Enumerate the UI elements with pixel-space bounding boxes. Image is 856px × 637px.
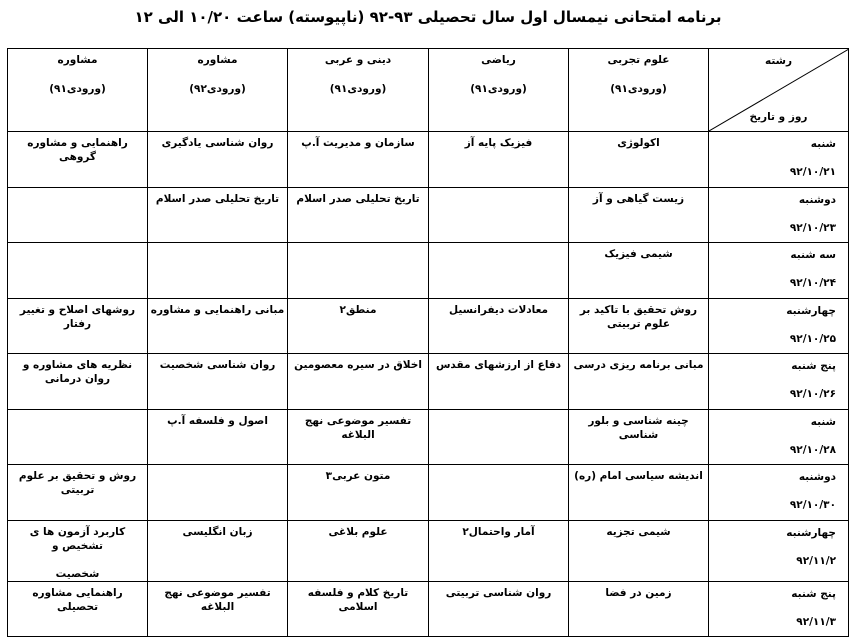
subject-name: روش و تحقیق بر علوم تربیتی [18,470,137,496]
subject-cell [569,581,709,637]
subject-cell [569,132,709,188]
subject-name: اندیشه سیاسی امام (ره) [574,470,703,482]
subject-cell [148,132,288,188]
corner-header-cell [709,49,849,132]
column-name: ریاضی [481,54,516,66]
day-name: دوشنبه [798,193,836,206]
table-row [8,132,849,188]
subject-cell [148,520,288,581]
day-name: پنج شنبه [791,587,836,600]
subject-name: روان شناسی تربیتی [445,586,552,599]
column-name: علوم تجربی [607,54,670,66]
day-name: چهارشنبه [786,304,836,317]
day-date-cell [709,243,849,299]
table-row [8,581,849,637]
subject-name: روش تحقیق با تاکید بر علوم تربیتی [579,303,698,330]
subject-name: کاربرد آزمون ها ی تشخیص و شخصیت [8,521,147,581]
subject-name: تاریخ تحلیلی صدر اسلام [155,192,280,205]
subject-cell [148,243,288,299]
subject-cell [288,581,429,637]
subject-cell [148,354,288,410]
column-name: دینی و عربی [324,54,392,66]
subject-cell [569,409,709,465]
day-date-label: روز و تاریخ [749,111,808,123]
column-header [429,49,569,132]
column-entry: (ورودی۹۱) [49,83,106,95]
subject-name: روشهای اصلاح و تغییر رفتار [19,303,136,330]
subject-name: اکولوژی [617,137,660,149]
subject-name: روان شناسی یادگیری [161,137,274,149]
exam-date: ۹۲/۱۱/۲ [796,554,836,567]
day-name: شنبه [810,415,836,428]
day-name: شنبه [810,138,836,150]
subject-name: منطق۲ [339,303,377,316]
subject-cell [8,354,148,410]
subject-cell [429,354,569,410]
header-row [8,49,849,132]
subject-cell [148,187,288,243]
exam-date: ۹۲/۱۰/۲۳ [789,221,836,234]
subject-name: تفسیر موضوعی نهج البلاغه [304,414,412,441]
exam-schedule-table [7,48,849,637]
column-name: مشاوره [57,54,98,66]
subject-cell [429,465,569,521]
subject-cell [288,298,429,354]
table-row [8,298,849,354]
subject-cell [429,409,569,465]
day-name: پنج شنبه [791,360,836,372]
subject-cell [288,409,429,465]
subject-name: اخلاق در سیره معصومین [294,359,422,371]
day-name: چهارشنبه [786,526,836,539]
subject-cell [429,581,569,637]
day-date-cell [709,132,849,188]
subject-name: مبانی برنامه ریزی درسی [573,359,704,371]
subject-name: شیمی تجزیه [606,525,671,538]
subject-name [8,243,147,247]
column-header [288,49,429,132]
subject-name: آمار واحتمال۲ [462,525,535,538]
subject-name [288,243,428,247]
table-row [8,465,849,521]
exam-date: ۹۲/۱۰/۲۸ [789,443,836,456]
subject-name [429,465,568,469]
page-title: برنامه امتحانی نیمسال اول سال تحصیلی ۹۳-۹۲ (ناپیوسته) ساعت ۱۰/۲۰ الی ۱۲ [134,8,722,26]
subject-cell [8,132,148,188]
column-header [569,49,709,132]
field-label: رشته [764,55,793,67]
column-entry: (ورودی۹۲) [189,83,246,95]
subject-cell [8,581,148,637]
subject-name: معادلات دیفرانسیل [448,303,549,316]
column-name: مشاوره [197,54,238,66]
subject-cell [148,581,288,637]
subject-name: شیمی فیزیک [604,248,673,260]
day-date-cell [709,354,849,410]
exam-date: ۹۲/۱۱/۳ [796,615,836,628]
exam-date: ۹۲/۱۰/۲۱ [789,166,836,178]
subject-cell [8,243,148,299]
subject-name: روان شناسی شخصیت [159,359,276,371]
subject-cell [429,132,569,188]
subject-cell [569,520,709,581]
subject-cell [8,409,148,465]
exam-date: ۹۲/۱۰/۲۶ [789,388,836,400]
subject-cell [288,520,429,581]
table-row [8,409,849,465]
subject-cell [569,354,709,410]
subject-cell [429,187,569,243]
subject-name: سازمان و مدیریت آ.پ [301,137,415,149]
column-entry: (ورودی۹۱) [470,83,527,95]
table-row [8,354,849,410]
column-header [148,49,288,132]
subject-name: علوم بلاغی [328,525,388,538]
subject-cell [288,354,429,410]
exam-date: ۹۲/۱۰/۲۴ [789,277,836,289]
subject-name [429,410,568,414]
subject-cell [148,409,288,465]
subject-name-continued: شخصیت [55,567,100,580]
subject-name: دفاع از ارزشهای مقدس [435,359,562,371]
table-row [8,243,849,299]
subject-cell [288,132,429,188]
subject-name: متون عربی۳ [325,470,391,482]
exam-date: ۹۲/۱۰/۲۵ [789,332,836,345]
subject-cell [288,243,429,299]
day-date-cell [709,298,849,354]
subject-name: تفسیر موضوعی نهج البلاغه [164,586,271,613]
subject-cell [569,187,709,243]
subject-name [8,410,147,414]
subject-cell [8,298,148,354]
subject-name: مبانی راهنمایی و مشاوره [150,303,285,316]
subject-name: فیزیک پایه آز [464,137,533,149]
subject-cell [429,520,569,581]
subject-name [148,465,287,469]
subject-name [8,188,147,192]
subject-name: تاریخ کلام و فلسفه اسلامی [307,586,409,613]
day-date-cell [709,520,849,581]
subject-name [429,243,568,247]
column-entry: (ورودی۹۱) [329,83,387,95]
table-row [8,187,849,243]
subject-cell [569,465,709,521]
subject-name: اصول و فلسفه آ.پ [167,414,268,427]
subject-cell [8,187,148,243]
subject-name: چینه شناسی و بلور شناسی [588,414,689,441]
day-date-cell [709,409,849,465]
subject-name: زمین در فضا [605,586,672,599]
table-row [8,520,849,581]
subject-cell [288,465,429,521]
day-date-cell [709,581,849,637]
subject-cell [429,243,569,299]
subject-cell [288,187,429,243]
day-date-cell [709,187,849,243]
exam-date: ۹۲/۱۰/۳۰ [789,499,836,511]
column-entry: (ورودی۹۱) [610,83,667,95]
subject-cell [148,298,288,354]
day-name: سه شنبه [790,249,836,261]
day-name: دوشنبه [798,471,836,483]
subject-name: زیست گیاهی و آز [592,192,685,205]
subject-name: زبان انگلیسی [182,525,253,538]
day-date-cell [709,465,849,521]
subject-cell [148,465,288,521]
subject-cell [569,298,709,354]
subject-name [148,243,287,247]
column-header [8,49,148,132]
subject-cell [8,465,148,521]
subject-name: راهنمایی مشاوره تحصیلی [32,586,123,613]
subject-name: نظریه های مشاوره و روان درمانی [22,359,133,385]
subject-name: تاریخ تحلیلی صدر اسلام [296,192,420,205]
subject-name: راهنمایی و مشاوره گروهی [27,137,128,163]
subject-cell [569,243,709,299]
subject-name [429,188,568,192]
subject-cell [8,520,148,581]
subject-cell [429,298,569,354]
